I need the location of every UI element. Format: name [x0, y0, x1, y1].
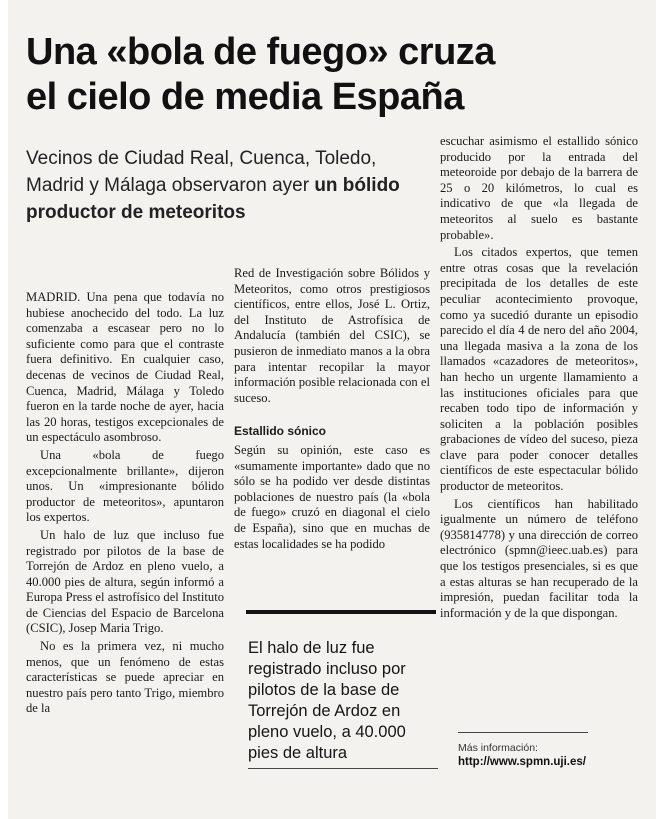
- subheading: Estallido sónico: [234, 424, 327, 439]
- column-1: [26, 290, 224, 717]
- deck: [26, 145, 426, 226]
- paragraph: No es la primera vez, ni mucho menos, que un fenómeno de estas características se puede apreciar en nuestro país pero tanto Trigo, miembro de la: [26, 639, 224, 716]
- info-rule: [458, 732, 588, 733]
- pullquote-bottom-rule: [248, 768, 438, 769]
- paragraph: Red de Investigación sobre Bólidos y Meteoritos, como otros prestigiosos científicos, entre ellos, José L. Ortiz, del Instituto de Astrofísica de Andalucía (también del CSIC), se pusieron de inmediato manos a la obra para intentar recopilar la mayor información posible relacionada con el suceso.: [234, 266, 430, 405]
- more-info-label: Más información:: [458, 742, 538, 754]
- column-3: [440, 134, 638, 621]
- paragraph: Los citados expertos, que temen entre otras cosas que la revelación precipitada de los detalles de este peculiar acontecimiento provoque, como ya sucedió durante un episodio parecido el día 4 de nero del año 2004, una llegada masiva a la zona de los llamados «cazadores de meteoritos», han hecho un urgente llamamiento a las instituciones oficiales para que recaben todo tipo de información y soliciten a la población posibles grabaciones de vídeo del suceso, pieza clave para poder conocer detalles científicos de este espectacular bólido productor de meteoritos.: [440, 245, 638, 494]
- deck-bold: un bólido productor de meteoritos: [26, 175, 400, 223]
- headline: Una «bola de fuego» cruza el cielo de media España: [26, 31, 495, 118]
- paragraph: Una «bola de fuego excepcionalmente brillante», dijeron unos. Un «impresionante bólido productor de meteoritos», apuntaron los expertos.: [26, 447, 224, 525]
- pullquote-top-rule: [246, 610, 436, 614]
- paragraph: Los científicos han habilitado igualmente un número de teléfono (935814778) y una dirección de correo electrónico (spmn@ieec.uab.es) para que los testigos presenciales, si es que a estas alturas se han recuperado de la impresión, puedan facilitar toda la información y de la que dispongan.: [440, 496, 638, 620]
- paragraph: MADRID. Una pena que todavía no hubiese anochecido del todo. La luz comenzaba a escasear pero no lo suficiente como para que el contraste fuera definitivo. En cualquier caso, decenas de vecinos de Ciudad Real, Cuenca, Madrid, Málaga y Toledo fueron en la tarde noche de ayer, hacia las 20 horas, testigos excepcionales de un espectáculo asombroso.: [26, 290, 224, 445]
- paragraph: escuchar asimismo el estallido sónico producido por la entrada del meteoroide por debajo de la barrera de 25 o 20 kilómetros, lo cual es indicativo de que «la llegada de meteoritos al suelo es bastante probable».: [440, 134, 638, 242]
- paragraph: Un halo de luz que incluso fue registrado por pilotos de la base de Torrejón de Ardoz en pleno vuelo, a 40.000 pies de altura, según informó a Europa Press el astrofísico del Instituto de Ciencias del Espacio de Barcelona (CSIC), Josep Maria Trigo.: [26, 527, 224, 636]
- paragraph: Según su opinión, este caso es «sumamente importante» dado que no sólo se ha podido ver desde distintas poblaciones de nuestro país (la «bola de fuego» cruzó en diagonal el cielo de España), sino que en muchas de estas localidades se ha podido: [234, 442, 430, 551]
- more-info-link[interactable]: http://www.spmn.uji.es/: [458, 756, 586, 768]
- column-2: [234, 266, 430, 552]
- pullquote: El halo de luz fue registrado incluso por pilotos de la base de Torrejón de Ardoz en pleno vuelo, a 40.000 pies de altura: [248, 639, 406, 762]
- more-info-box: [458, 742, 638, 770]
- deck-regular: Vecinos de Ciudad Real, Cuenca, Toledo, Madrid y Málaga observaron ayer: [26, 148, 377, 196]
- newspaper-clipping: [8, 0, 656, 819]
